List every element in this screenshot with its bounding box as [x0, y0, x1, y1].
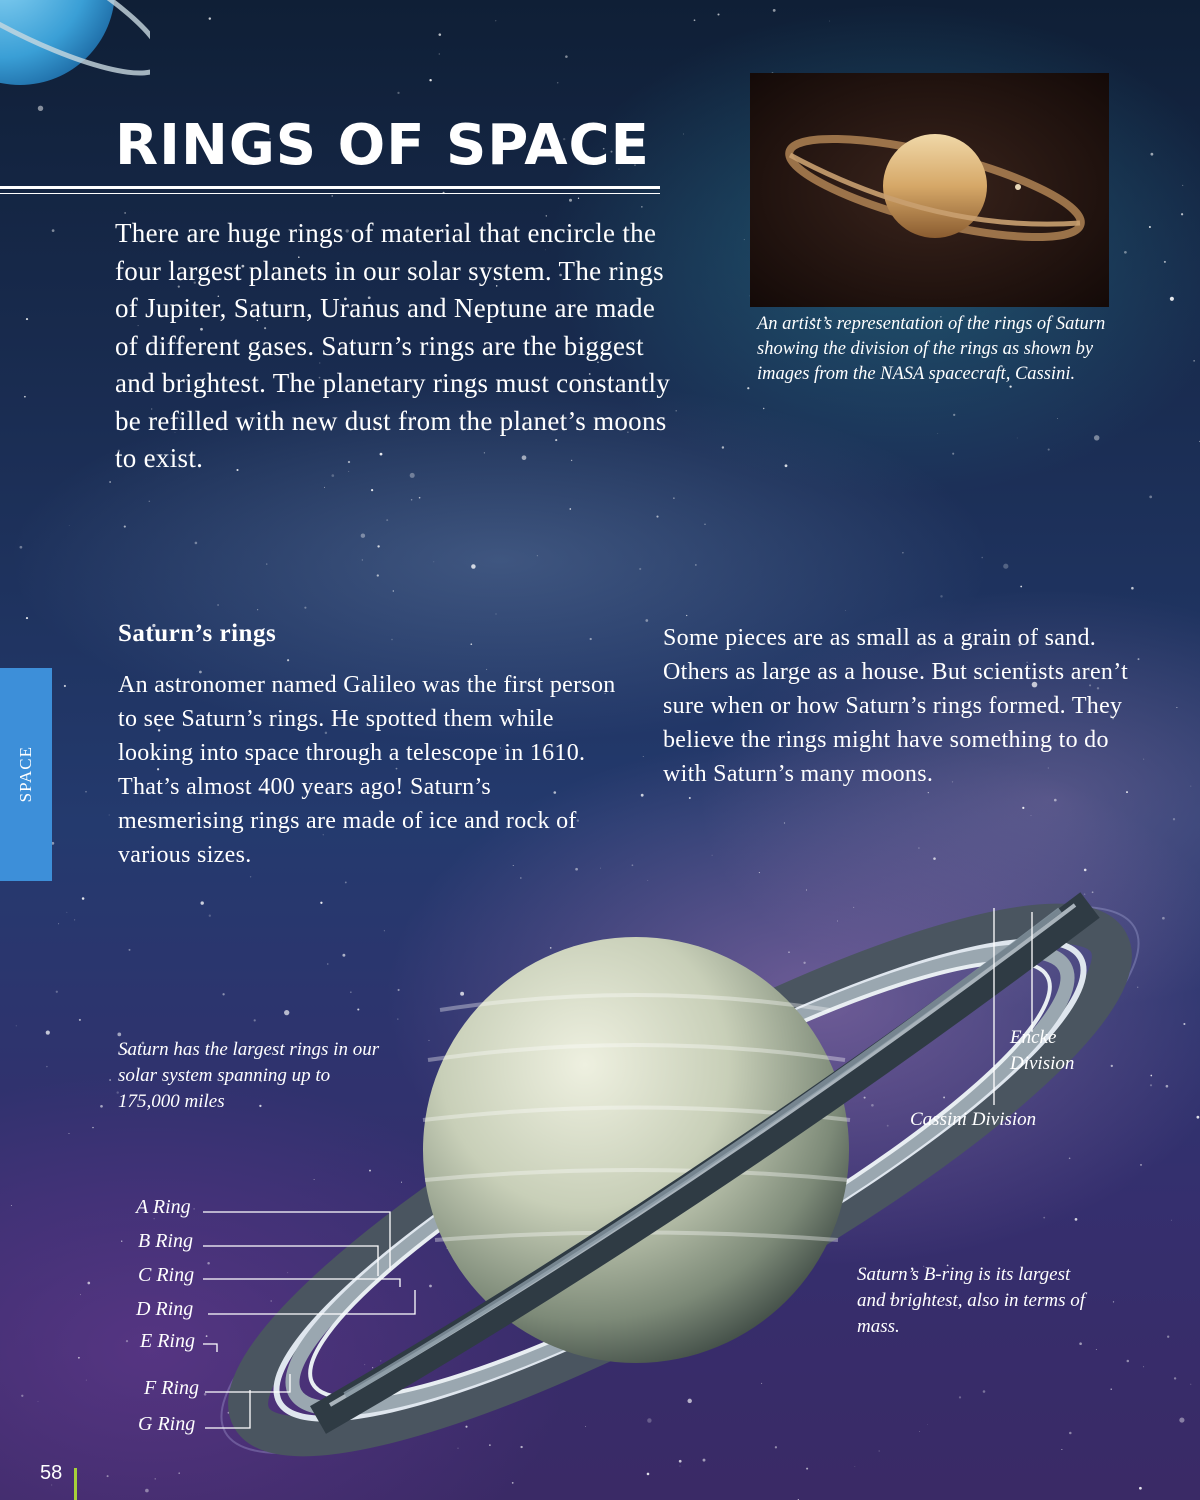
uranus-planet-image	[0, 0, 150, 100]
section-tab-label: SPACE	[16, 746, 35, 803]
photo-caption: An artist’s representation of the rings of Saturn showing the division of the rings as shown by images from the NASA spacecraft, Cassini.	[757, 314, 1106, 384]
saturn-diagram-image	[180, 860, 1180, 1460]
label-e-ring: E Ring	[140, 1330, 195, 1352]
title-underline-thin	[0, 193, 660, 194]
page-number: 58	[40, 1462, 63, 1484]
intro-paragraph: There are huge rings of material that encircle the four largest planets in our solar system. The rings of Jupiter, Saturn, Uranus and Neptune are made of different gases. Saturn’s rings are the biggest and brightest. The planetary rings must constantly be refilled with new dust from the planet’s moons to exist.	[115, 218, 671, 473]
label-f-ring: F Ring	[144, 1377, 199, 1399]
section-heading: Saturn’s rings	[118, 620, 277, 647]
page-title: RINGS OF SPACE	[115, 113, 650, 178]
section-body-left: An astronomer named Galileo was the first person to see Saturn’s rings. He spotted them while looking into space through a telescope in 1610. That’s almost 400 years ago! Saturn’s mesmerising rings are made of ice and rock of various sizes.	[118, 672, 616, 868]
label-b-ring: B Ring	[138, 1230, 193, 1252]
saturn-photo	[750, 73, 1109, 307]
label-c-ring: C Ring	[138, 1264, 195, 1286]
label-cassini-division: Cassini Division	[910, 1109, 1037, 1130]
label-d-ring: D Ring	[136, 1298, 194, 1320]
label-a-ring: A Ring	[136, 1196, 191, 1218]
title-underline	[0, 186, 660, 189]
page-number-bar	[74, 1468, 77, 1500]
diagram-caption-largest: Saturn has the largest rings in our solar system spanning up to 175,000 miles	[118, 1039, 380, 1112]
diagram-caption-b-ring: Saturn’s B-ring is its largest and brightest, also in terms of mass.	[857, 1264, 1086, 1337]
label-encke-division: Encke Division	[1010, 1027, 1075, 1074]
section-body-right: Some pieces are as small as a grain of sand. Others as large as a house. But scientists aren’t sure when or how Saturn’s rings formed. They believe the rings might have something to do with Saturn’s many moons.	[663, 625, 1129, 787]
label-g-ring: G Ring	[138, 1413, 196, 1435]
section-tab	[0, 668, 52, 881]
